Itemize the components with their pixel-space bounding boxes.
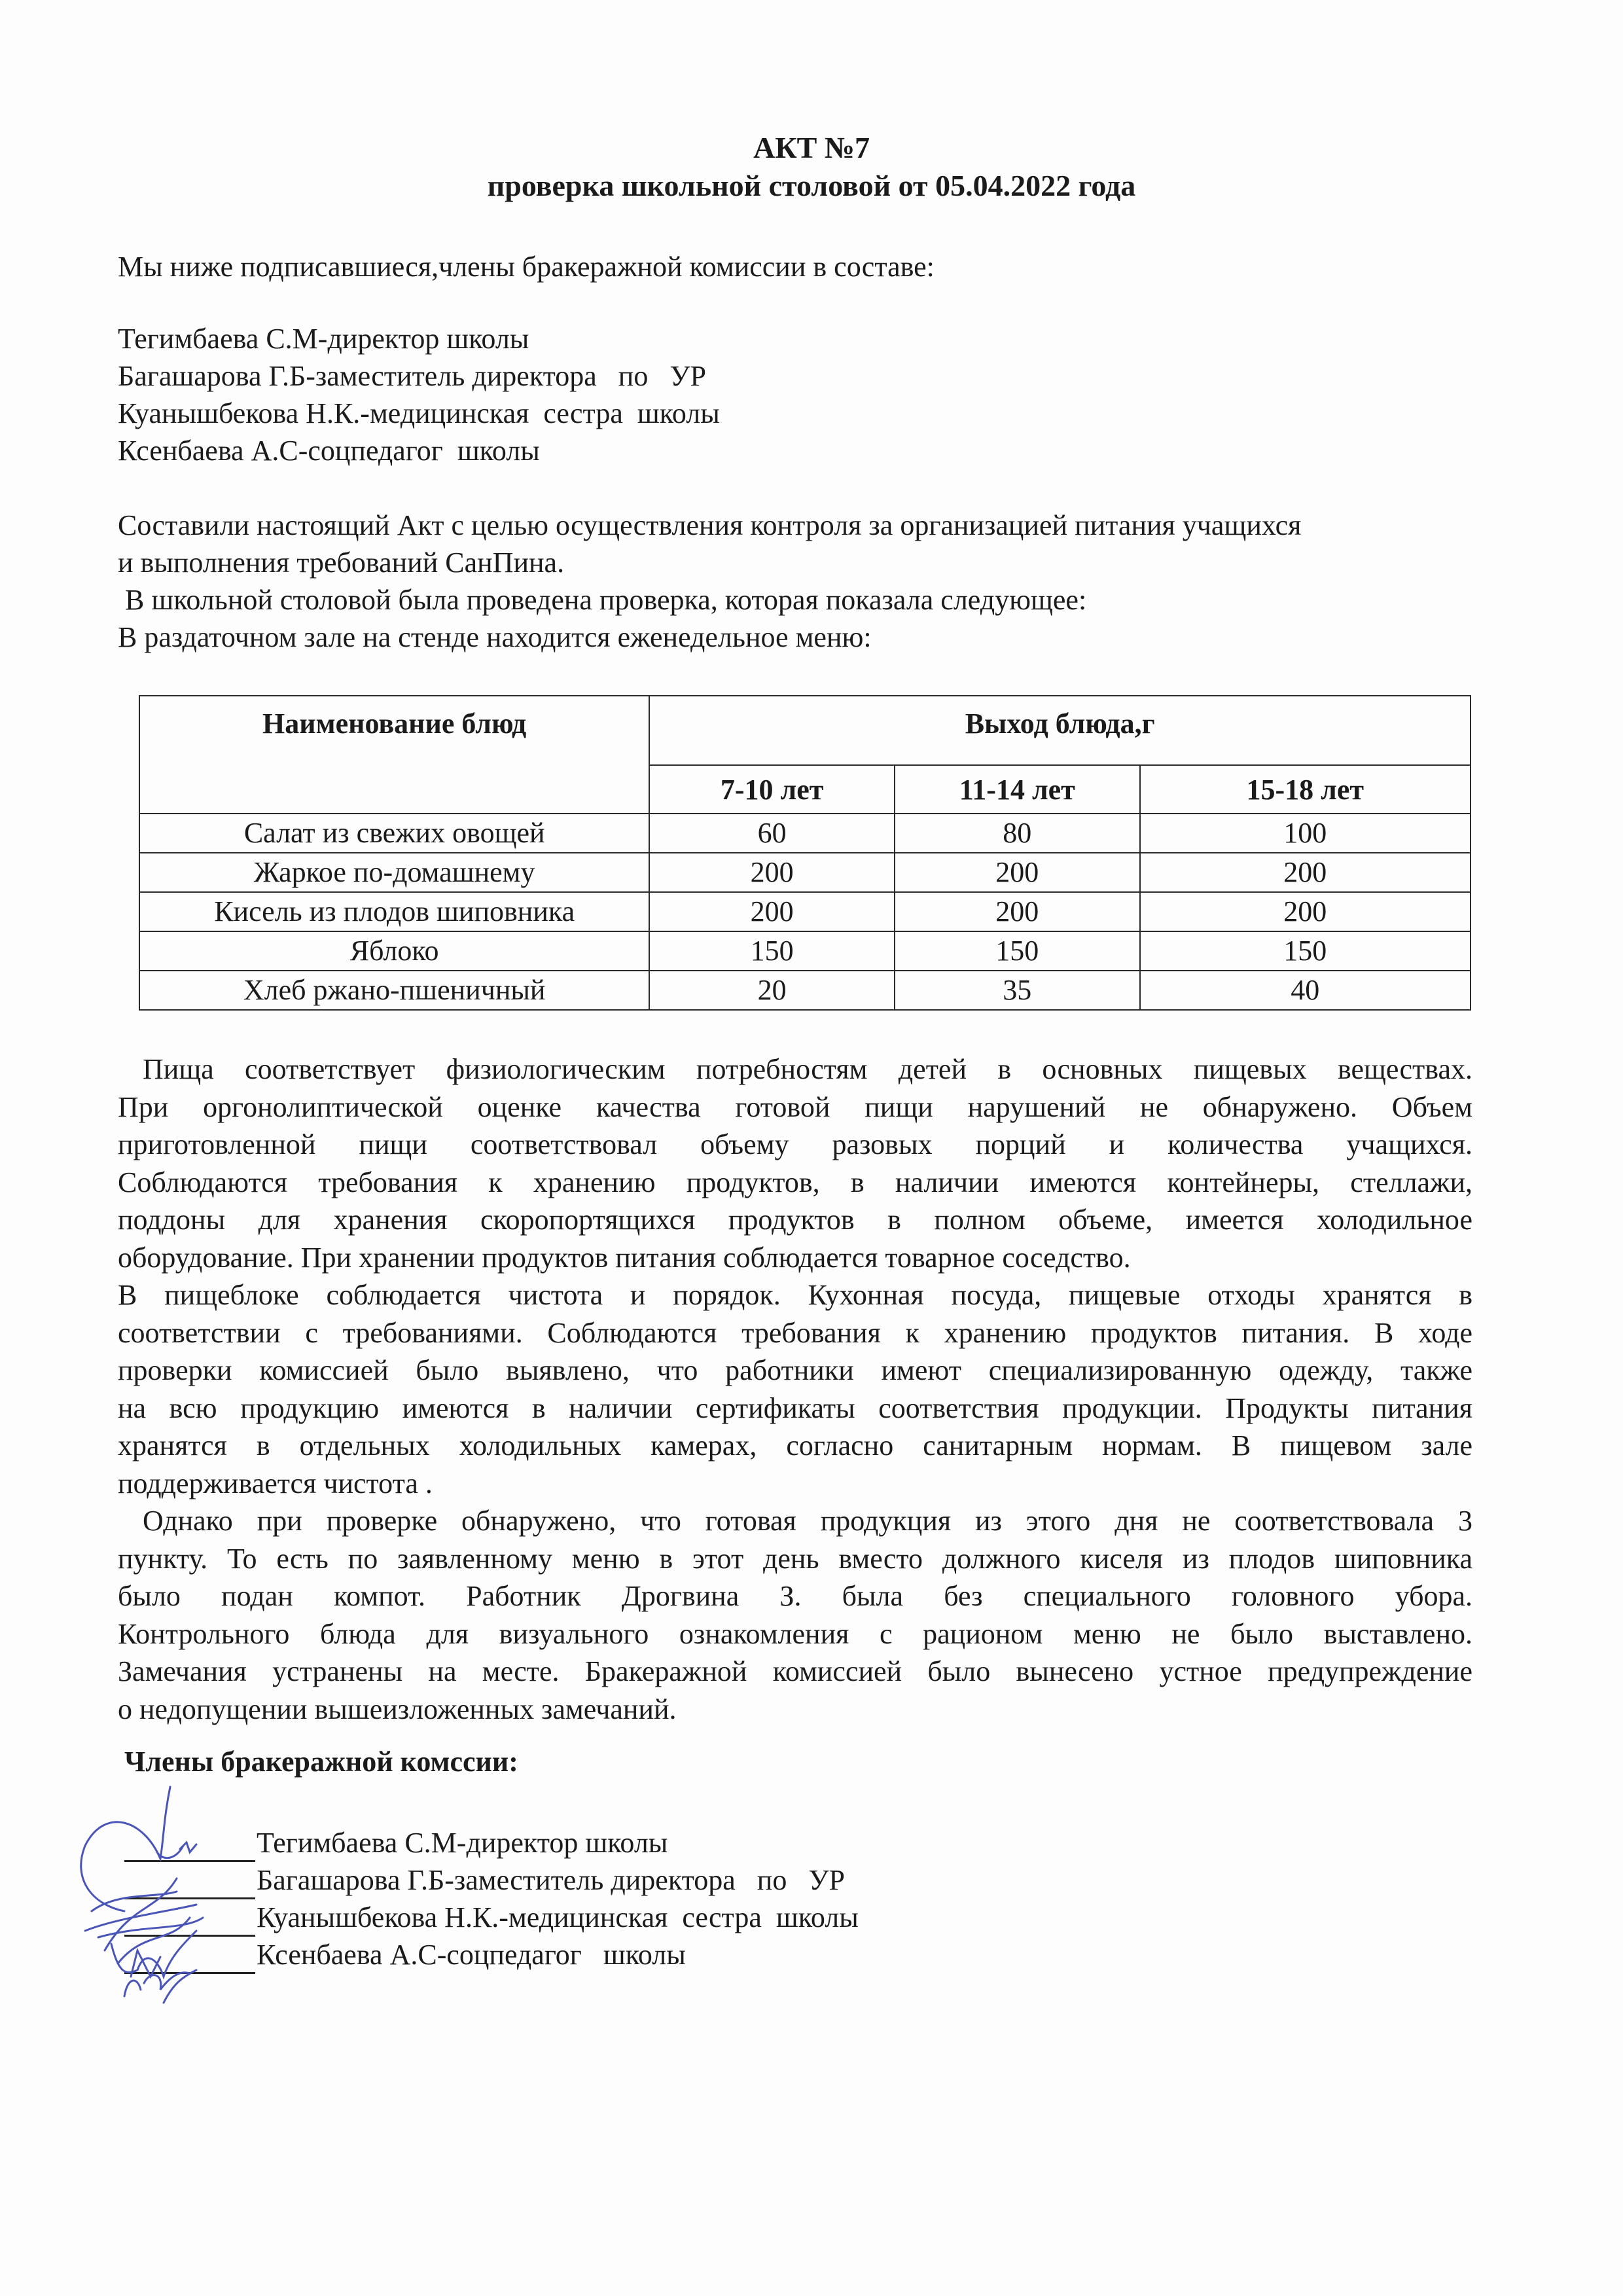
signature-tegimbaeva [81, 1787, 196, 1911]
handwritten-signatures [65, 1780, 301, 2016]
dish-name: Яблоко [139, 931, 649, 971]
signatory-name: Куанышбекова Н.К.-медицинская сестра школы [257, 1901, 859, 1933]
dish-name: Жаркое по-домашнему [139, 853, 649, 892]
body-line: на всю продукцию имеются в наличии сертификаты соответствия продукции. Продукты питания [118, 1391, 1472, 1424]
header-age-group: 11-14 лет [895, 765, 1140, 814]
body-line: оборудование. При хранении продуктов питания соблюдается товарное соседство. [118, 1241, 1131, 1274]
signatory-name: Ксенбаева А.С-соцпедагог школы [257, 1939, 686, 1971]
signatory-name: Тегимбаева С.М-директор школы [257, 1827, 668, 1859]
body-line: о недопущении вышеизложенных замечаний. [118, 1693, 677, 1725]
dish-name: Кисель из плодов шиповника [139, 892, 649, 931]
body-line: пункту. То есть по заявленному меню в этот день вместо должного киселя из плодов шиповника [118, 1542, 1472, 1575]
purpose-line: Составили настоящий Акт с целью осуществления контроля за организацией питания учащихся [118, 509, 1302, 541]
yield-value: 200 [649, 892, 895, 931]
body-line: проверки комиссией было выявлено, что работники имеют специализированную одежду, также [118, 1354, 1472, 1386]
yield-value: 100 [1140, 814, 1471, 853]
body-line: хранятся в отдельных холодильных камерах, согласно санитарным нормам. В пищевом зале [118, 1429, 1472, 1462]
body-line: Пища соответствует физиологическим потребностям детей в основных пищевых веществах. [143, 1053, 1472, 1085]
signature-kuanyshbekova [111, 1931, 196, 1977]
body-line: В пищеблоке соблюдается чистота и порядок. Кухонная посуда, пищевые отходы хранятся в [118, 1279, 1472, 1311]
body-line: Контрольного блюда для визуального ознакомления с рационом меню не было выставлено. [118, 1617, 1472, 1650]
table-row [139, 971, 1471, 1010]
yield-value: 35 [895, 971, 1140, 1010]
body-line: Однако при проверке обнаружено, что готовая продукция из этого дня не соответствовала 3 [143, 1505, 1472, 1537]
yield-value: 80 [895, 814, 1140, 853]
header-yield: Выход блюда,г [649, 696, 1471, 765]
commission-member: Куанышбекова Н.К.-медицинская сестра школы [118, 397, 720, 429]
table-row [139, 814, 1471, 853]
commission-member: Багашарова Г.Б-заместитель директора по УР [118, 360, 706, 392]
body-line: было подан компот. Работник Дрогвина З. была без специального головного убора. [118, 1580, 1472, 1612]
table-row [139, 892, 1471, 931]
header-age-group: 15-18 лет [1140, 765, 1471, 814]
yield-value: 40 [1140, 971, 1471, 1010]
menu-table [139, 695, 1471, 1011]
yield-value: 200 [1140, 892, 1471, 931]
purpose-line: и выполнения требований СанПина. [118, 547, 565, 579]
act-title: АКТ №7 [753, 131, 870, 164]
dish-name: Хлеб ржано-пшеничный [139, 971, 649, 1010]
signature-ksenbaeva [124, 1970, 196, 2003]
yield-value: 150 [649, 931, 895, 971]
yield-value: 150 [895, 931, 1140, 971]
table-row [139, 931, 1471, 971]
yield-value: 200 [649, 853, 895, 892]
yield-value: 20 [649, 971, 895, 1010]
body-line: поддоны для хранения скоропортящихся продуктов в полном объеме, имеется холодильное [118, 1204, 1472, 1236]
body-line: При оргонолиптической оценке качества готовой пищи нарушений не обнаружено. Объем [118, 1090, 1472, 1123]
intro-text: Мы ниже подписавшиеся,члены бракеражной комиссии в составе: [118, 251, 935, 283]
yield-value: 60 [649, 814, 895, 853]
yield-value: 200 [895, 892, 1140, 931]
body-line: приготовленной пищи соответствовал объему разовых порций и количества учащихся. [118, 1128, 1472, 1160]
purpose-line: В раздаточном зале на стенде находится еженедельное меню: [118, 621, 872, 653]
dish-name: Салат из свежих овощей [139, 814, 649, 853]
signature-ink [81, 1787, 203, 2003]
body-line: Соблюдаются требования к хранению продуктов, в наличии имеются контейнеры, стеллажи, [118, 1166, 1472, 1198]
table-row [139, 853, 1471, 892]
body-line: Замечания устранены на месте. Бракеражной комиссией было вынесено устное предупреждение [118, 1655, 1472, 1687]
body-line: поддерживается чистота . [118, 1467, 433, 1499]
act-subtitle: проверка школьной столовой от 05.04.2022 года [487, 169, 1136, 202]
commission-member: Тегимбаева С.М-директор школы [118, 323, 529, 355]
body-line: соответствии с требованиями. Соблюдаются требования к хранению продуктов питания. В ходе [118, 1316, 1472, 1349]
findings-body [118, 1050, 1472, 1728]
yield-value: 200 [895, 853, 1140, 892]
purpose-line: В школьной столовой была проведена проверка, которая показала следующее: [118, 584, 1087, 616]
signatures-heading: Члены бракеражной комсcии: [124, 1746, 518, 1778]
commission-member: Ксенбаева А.С-соцпедагог школы [118, 435, 540, 467]
header-dish-name: Наименование блюд [139, 696, 649, 814]
yield-value: 200 [1140, 853, 1471, 892]
yield-value: 150 [1140, 931, 1471, 971]
header-age-group: 7-10 лет [649, 765, 895, 814]
signatory-name: Багашарова Г.Б-заместитель директора по УР [257, 1864, 845, 1896]
signature-bagasharova [85, 1878, 203, 1964]
